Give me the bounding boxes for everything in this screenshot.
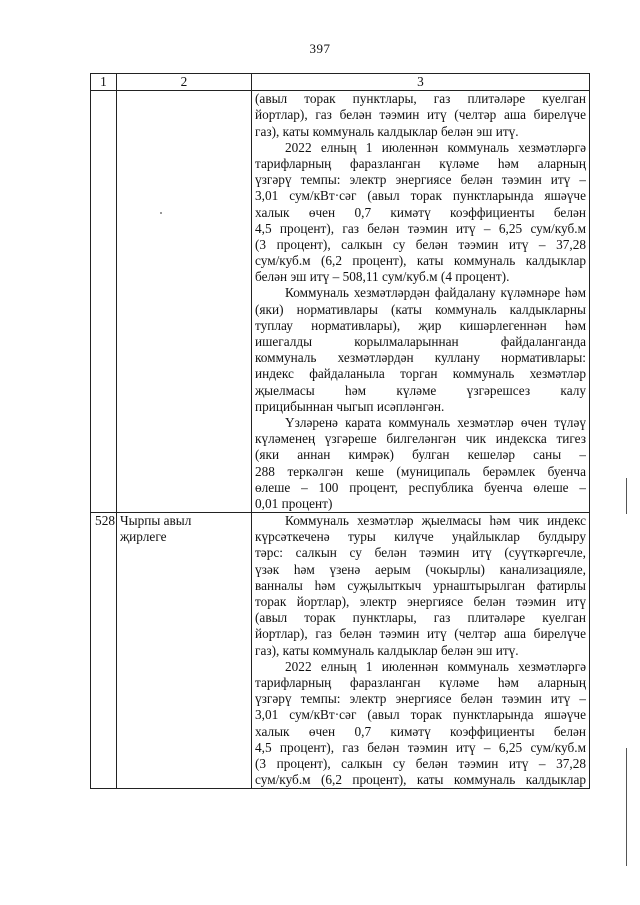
table-row-continued xyxy=(91,91,590,513)
text-line: (3 процент), салкын су белән тәэмин итү – 37,28 xyxy=(255,236,586,252)
scan-margin-mark xyxy=(626,748,627,866)
text-line: торак йортлар), электр энергиясе белән тәэмин итү xyxy=(255,594,586,610)
table-header-row xyxy=(91,74,590,91)
text-line: коммуналь хезмәтләрдән куллану нормативлары: xyxy=(255,350,586,366)
table-row-528 xyxy=(91,513,590,789)
text-line: 0,01 процент) xyxy=(255,495,333,511)
text-line: җыелмасы һәм күләме үзгәрешсез калу xyxy=(255,382,586,398)
text-line: 3,01 сум/кВт·сәг (авыл торак пунктларында яшәүче xyxy=(255,188,586,204)
text-line: Коммуналь хезмәтләрдән файдалану күләмнәре һәм xyxy=(285,285,586,301)
text-line: 2022 елның 1 июленнән коммуналь хезмәтләргә xyxy=(285,139,586,155)
settlement-name-line: Чырпы авыл xyxy=(120,513,192,529)
document-table xyxy=(90,73,590,789)
text-line: күрсәткеченә туры килүче уңайлыклар булдыру xyxy=(255,529,586,545)
text-line: үзгәрү темпы: электр энергиясе белән тәэмин итү – xyxy=(255,172,586,188)
text-line: 4,5 процент), газ белән тәэмин итү – 6,25 сум/куб.м xyxy=(255,739,586,755)
row-number xyxy=(91,91,117,513)
text-line: белән эш итү – 508,11 сум/куб.м (4 процент). xyxy=(255,269,510,285)
scan-margin-mark xyxy=(626,478,627,514)
text-line: ишегалды корылмаларыннан файдаланганда xyxy=(255,334,586,350)
text-line: (авыл торак пунктлары, газ плитәләре куелган xyxy=(255,610,586,626)
text-line: газ), каты коммуналь калдыклар белән эш итү. xyxy=(255,123,519,139)
text-line: йортлар), газ белән тәэмин итү (челтәр аша бирелүче xyxy=(255,626,586,642)
settlement-name xyxy=(117,513,252,789)
text-line: 2022 елның 1 июленнән коммуналь хезмәтләргә xyxy=(285,658,586,674)
text-line: сум/куб.м (6,2 процент), каты коммуналь калдыклар xyxy=(255,253,586,269)
text-line: газ), каты коммуналь калдыклар белән эш итү. xyxy=(255,642,519,658)
text-line: (авыл торак пунктлары, газ плитәләре куелган xyxy=(255,91,586,107)
header-col-3: 3 xyxy=(252,74,590,91)
text-line: халык өчен 0,7 кимәтү коэффициенты белән xyxy=(255,723,586,739)
text-line: йортлар), газ белән тәэмин итү (челтәр аша бирелүче xyxy=(255,107,586,123)
text-line: сум/куб.м (6,2 процент), каты коммуналь калдыклар xyxy=(255,772,586,788)
text-line: Коммуналь хезмәтләр җыелмасы һәм чик индекс xyxy=(285,513,586,529)
text-line: (яки аннан кимрәк) булган кешеләр саны – xyxy=(255,447,586,463)
text-line: күләменең үзгәреше билгеләнгән чик индекска тигез xyxy=(255,431,586,447)
scan-speck xyxy=(160,212,162,214)
header-col-1: 1 xyxy=(91,74,117,91)
header-col-2: 2 xyxy=(117,74,252,91)
text-line: тәрс: салкын су белән тәэмин итү (суүткәргечле, xyxy=(255,545,586,561)
text-line: үзгәрү темпы: электр энергиясе белән тәэмин итү – xyxy=(255,691,586,707)
settlement-name xyxy=(117,91,252,513)
row-number: 528 xyxy=(91,513,117,789)
settlement-name-line: җирлеге xyxy=(120,529,167,545)
text-line: 4,5 процент), газ белән тәэмин итү – 6,25 сум/куб.м xyxy=(255,220,586,236)
text-line: 3,01 сум/кВт·сәг (авыл торак пунктларында яшәүче xyxy=(255,707,586,723)
text-line: үзәк һәм үзенә аерым (чокырлы) канализацияле, xyxy=(255,561,586,577)
text-line: 288 теркәлгән кеше (муниципаль берәмлек буенча xyxy=(255,463,586,479)
text-line: (яки) нормативлары (каты коммуналь калдыкларны xyxy=(255,301,586,317)
text-line: тарифларның фаразланган күләме һәм аларның xyxy=(255,674,586,690)
text-line: ванналы һәм суҗылыткыч урнаштырылган фатирлы xyxy=(255,577,586,593)
row-text xyxy=(252,513,590,789)
text-line: тарифларның фаразланган күләме һәм аларның xyxy=(255,155,586,171)
text-line: өлеше – 100 процент, республика буенча өлеше – xyxy=(255,479,586,495)
row-text xyxy=(252,91,590,513)
text-line: халык өчен 0,7 кимәтү коэффициенты белән xyxy=(255,204,586,220)
text-line: Үзләренә карата коммуналь хезмәтләр өчен түләү xyxy=(285,414,586,430)
text-line: (3 процент), салкын су белән тәэмин итү – 37,28 xyxy=(255,755,586,771)
text-line: индекс файдаланыла торган коммуналь хезмәтләр xyxy=(255,366,586,382)
text-line: туплау нормативлары), җир кишәрлегеннән һәм xyxy=(255,317,586,333)
text-line: прицибыннан чыгып исәпләнгән. xyxy=(255,398,445,414)
page-number: 397 xyxy=(309,41,331,56)
